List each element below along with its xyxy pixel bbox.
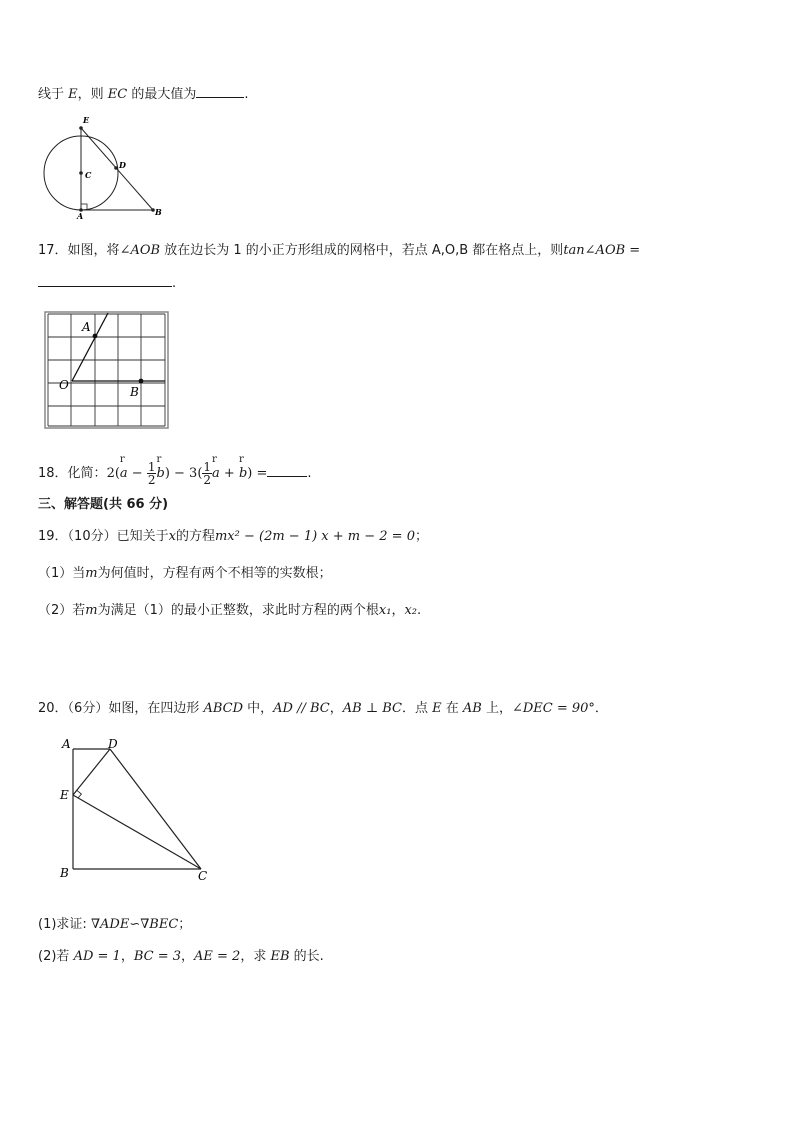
- q18-text: 化简：: [67, 466, 107, 481]
- section-title: 三、解答题(共 66 分): [38, 497, 169, 512]
- label-e: E: [60, 788, 69, 802]
- given-ae: AE = 2: [194, 949, 241, 964]
- fraction-half: $\frac{1}{2}$: [203, 460, 212, 487]
- q17-text: 放在边长为 1 的小正方形组成的网格中，若点 A,O,B 都在格点上，则: [160, 243, 564, 258]
- q17-answer-line: [38, 272, 176, 291]
- segment-eb-label: EB: [270, 949, 290, 964]
- q18-line: [38, 454, 312, 487]
- label-b: B: [130, 385, 139, 399]
- condition-perpendicular: AB ⊥ BC: [342, 701, 402, 716]
- question-number: 18．: [38, 466, 68, 481]
- vector-arrow: r: [238, 454, 244, 465]
- label-d: D: [119, 160, 126, 170]
- label-c: C: [85, 170, 92, 180]
- label-a: A: [82, 320, 91, 334]
- vector-arrow: r: [212, 454, 217, 465]
- label-b: B: [155, 207, 162, 217]
- score: （6分）: [67, 701, 109, 716]
- similarity-statement: ∇ADE∽∇BEC: [90, 917, 179, 932]
- q18-expr: ) − 3(: [164, 466, 203, 481]
- question-number: 17．: [38, 243, 68, 258]
- variable-m: m: [85, 603, 98, 618]
- vector-a: r a: [119, 454, 128, 481]
- point-e-label: E: [432, 701, 442, 716]
- q18-expr: ) =: [247, 466, 268, 481]
- question-number: 20．: [38, 701, 68, 716]
- point-b: [139, 379, 144, 384]
- q20-line: 20．（6分）如图，在四边形 ABCD 中，AD // BC，AB ⊥ BC．点 E 在 AB 上，∠DEC = 90°．: [38, 701, 608, 716]
- segment-ec-label: EC: [107, 87, 128, 102]
- question-number: 19．: [38, 529, 68, 544]
- root-x2: x₂: [404, 603, 417, 618]
- segment-dc: [110, 749, 201, 869]
- point-e: [79, 126, 83, 130]
- q19-line: [38, 525, 428, 544]
- angle-aob: ∠AOB: [119, 243, 161, 258]
- q18-period: .: [307, 466, 312, 481]
- label-c: C: [198, 869, 208, 883]
- answer-blank[interactable]: [267, 462, 307, 477]
- label-b: B: [60, 866, 69, 880]
- q19-text: 已知关于: [116, 529, 169, 544]
- segment-ec: [73, 795, 201, 869]
- label-a: A: [62, 737, 71, 751]
- segment-ab-label: AB: [462, 701, 482, 716]
- fraction-half: $\frac{1}{2}$: [147, 460, 156, 487]
- vector-arrow: r: [156, 454, 162, 465]
- label-e: E: [83, 115, 90, 125]
- score: （10分）: [67, 529, 117, 544]
- q16-figure: [40, 112, 170, 222]
- q16-text: 的最大值为: [127, 87, 197, 102]
- quadrilateral-abcd: ABCD: [203, 701, 244, 716]
- q17-line: [38, 239, 640, 258]
- vector-b: r b: [238, 454, 248, 481]
- q16-period: .: [244, 87, 249, 102]
- condition-right-angle: ∠DEC = 90°: [511, 701, 595, 716]
- quadratic-equation: mx² − (2m − 1) x + m − 2 = 0: [214, 529, 415, 544]
- q19-part1: （1）当m为何值时，方程有两个不相等的实数根；: [38, 566, 332, 581]
- variable-x: x: [168, 529, 176, 544]
- variable-m: m: [85, 566, 98, 581]
- q19-part2: （2）若m为满足（1）的最小正整数，求此时方程的两个根x₁，x₂.: [38, 603, 422, 618]
- point-c: [79, 171, 83, 175]
- q20-figure: [56, 735, 216, 885]
- label-a: A: [77, 211, 84, 221]
- point-e-label: E: [68, 87, 78, 102]
- q16-line: [38, 83, 249, 102]
- segment-ed: [73, 749, 110, 795]
- label-d: D: [108, 737, 118, 751]
- tan-aob-expression: tan∠AOB =: [563, 243, 641, 258]
- q18-expr: 2(: [106, 466, 120, 481]
- q17-text: 如图，将: [67, 243, 120, 258]
- given-ad: AD = 1: [73, 949, 121, 964]
- q20-part1: (1)求证: ∇ADE∽∇BEC；: [38, 917, 192, 932]
- q17-grid-figure: [44, 311, 170, 429]
- q18-expr: −: [127, 466, 147, 481]
- q20-part2: (2)若 AD = 1，BC = 3，AE = 2，求 EB 的长.: [38, 949, 324, 964]
- q17-period: .: [172, 276, 177, 291]
- condition-parallel: AD // BC: [273, 701, 330, 716]
- vector-b: r b: [156, 454, 165, 481]
- q19-text: 的方程: [175, 529, 215, 544]
- q16-text: ，则: [77, 87, 108, 102]
- label-o: O: [59, 378, 69, 392]
- q19-semicolon: ；: [414, 529, 428, 544]
- q16-text: 线于: [38, 87, 69, 102]
- point-a: [93, 334, 98, 339]
- answer-blank[interactable]: [38, 272, 172, 287]
- answer-blank[interactable]: [196, 83, 244, 98]
- right-angle-mark: [77, 790, 82, 798]
- vector-arrow: r: [119, 454, 125, 465]
- q18-expr: +: [219, 466, 239, 481]
- root-x1: x₁: [378, 603, 392, 618]
- point-d: [114, 166, 118, 170]
- vector-a: r a: [212, 454, 220, 481]
- given-bc: BC = 3: [133, 949, 181, 964]
